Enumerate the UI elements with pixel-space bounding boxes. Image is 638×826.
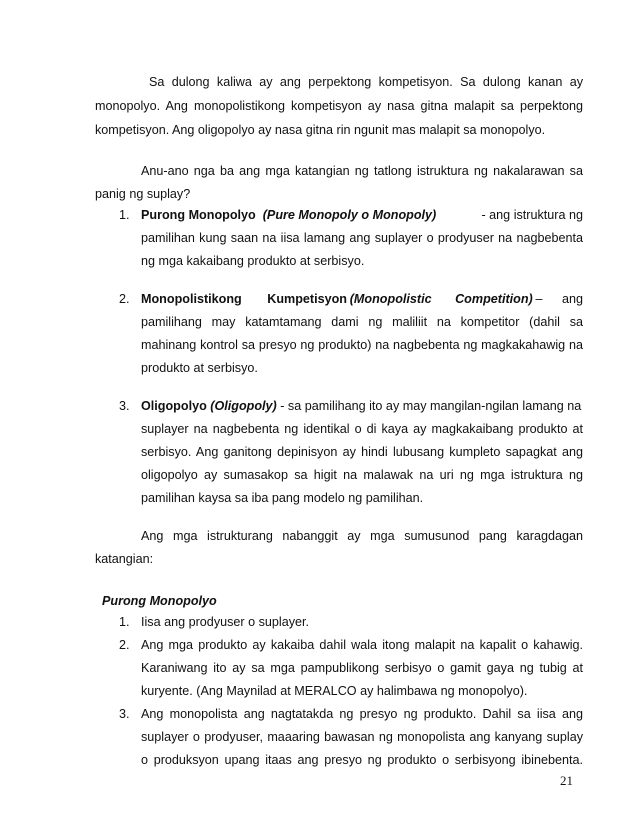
item-3-line-2: suplayer na nagbebenta ng identikal o di kaya ay magkakaibang produkto at <box>141 422 583 436</box>
item-3-first-line <box>141 397 583 415</box>
section-item-3-line-2: suplayer o prodyuser, maaaring bawasan ng monopolista ang kanyang suplay <box>141 730 583 744</box>
item-3-line-5: pamilihan kaysa sa iba pang modelo ng pamilihan. <box>141 491 424 505</box>
follow-line-1: Ang mga istrukturang nabanggit ay mga sumusunod pang karagdagan <box>141 529 583 543</box>
section-item-3-line-1: Ang monopolista ang nagtatakda ng presyo ng produkto. Dahil sa iisa ang <box>141 707 583 721</box>
item-3-rest: - sa pamilihang ito ay may mangilan-ngilan lamang na <box>280 399 582 413</box>
section-item-2-number: 2. <box>119 638 130 652</box>
question-line-2: panig ng suplay? <box>95 187 191 201</box>
item-2-rest: – ang <box>535 292 583 306</box>
follow-line-2: katangian: <box>95 552 154 566</box>
section-item-2-line-3: kuryente. (Ang Maynilad at MERALCO ay halimbawa ng monopolyo). <box>141 684 528 698</box>
item-2-english: (Monopolistic Competition) <box>349 292 533 306</box>
page-number: 21 <box>560 773 573 788</box>
intro-line-3: kompetisyon. Ang oligopolyo ay nasa gitna rin ngunit mas malapit sa monopolyo. <box>95 123 546 137</box>
question-line-1: Anu-ano nga ba ang mga katangian ng tatlong istruktura ng nakalarawan sa <box>141 164 583 178</box>
item-2-line-2: pamilihang may katamtamang dami ng maliliit na kompetitor (dahil sa <box>141 315 583 329</box>
item-1-line-2: pamilihan kung saan na iisa lamang ang suplayer o prodyuser na nagbebenta <box>141 231 583 245</box>
section-item-2-line-2: Karaniwang ito ay sa mga pampublikong serbisyo o gamit gaya ng tubig at <box>141 661 583 675</box>
section-item-1-number: 1. <box>119 615 130 629</box>
item-1-first-line <box>141 206 583 224</box>
item-3-line-3: serbisyo. Ang ganitong depinisyon ay hindi lubusang kumpleto sapagkat ang <box>141 445 583 459</box>
item-2-first-line <box>141 290 583 308</box>
section-item-1-line-1: Iisa ang prodyuser o suplayer. <box>141 615 310 629</box>
item-3-number: 3. <box>119 399 130 413</box>
intro-line-2: monopolyo. Ang monopolistikong kompetisyon ay nasa gitna malapit sa perpektong <box>95 99 583 113</box>
item-2-term: Monopolistikong Kumpetisyon <box>141 292 347 306</box>
item-3-term: Oligopolyo <box>141 399 207 413</box>
section-heading: Purong Monopolyo <box>102 594 217 608</box>
item-1-rest: - ang istruktura ng <box>481 208 583 222</box>
item-2-line-3: mahinang kontrol sa presyo ng produkto) na nagbebenta ng magkakahawig na <box>141 338 583 352</box>
item-2-number: 2. <box>119 292 130 306</box>
item-3-english: (Oligopoly) <box>210 399 277 413</box>
item-3-line-4: oligopolyo ay sumasakop sa higit na malawak na uri ng mga istruktura ng <box>141 468 583 482</box>
item-1-number: 1. <box>119 208 130 222</box>
section-item-3-line-3: o produksyon upang itaas ang presyo ng produkto o serbisyong ibinebenta. <box>141 753 583 767</box>
item-1-term: Purong Monopolyo <box>141 208 256 222</box>
item-2-line-4: produkto at serbisyo. <box>141 361 258 375</box>
item-1-line-3: ng mga kakaibang produkto at serbisyo. <box>141 254 365 268</box>
section-item-3-number: 3. <box>119 707 130 721</box>
item-1-english: (Pure Monopoly o Monopoly) <box>262 208 437 222</box>
section-item-2-line-1: Ang mga produkto ay kakaiba dahil wala itong malapit na kapalit o kahawig. <box>141 638 583 652</box>
intro-line-1: Sa dulong kaliwa ay ang perpektong kompetisyon. Sa dulong kanan ay <box>149 75 583 89</box>
